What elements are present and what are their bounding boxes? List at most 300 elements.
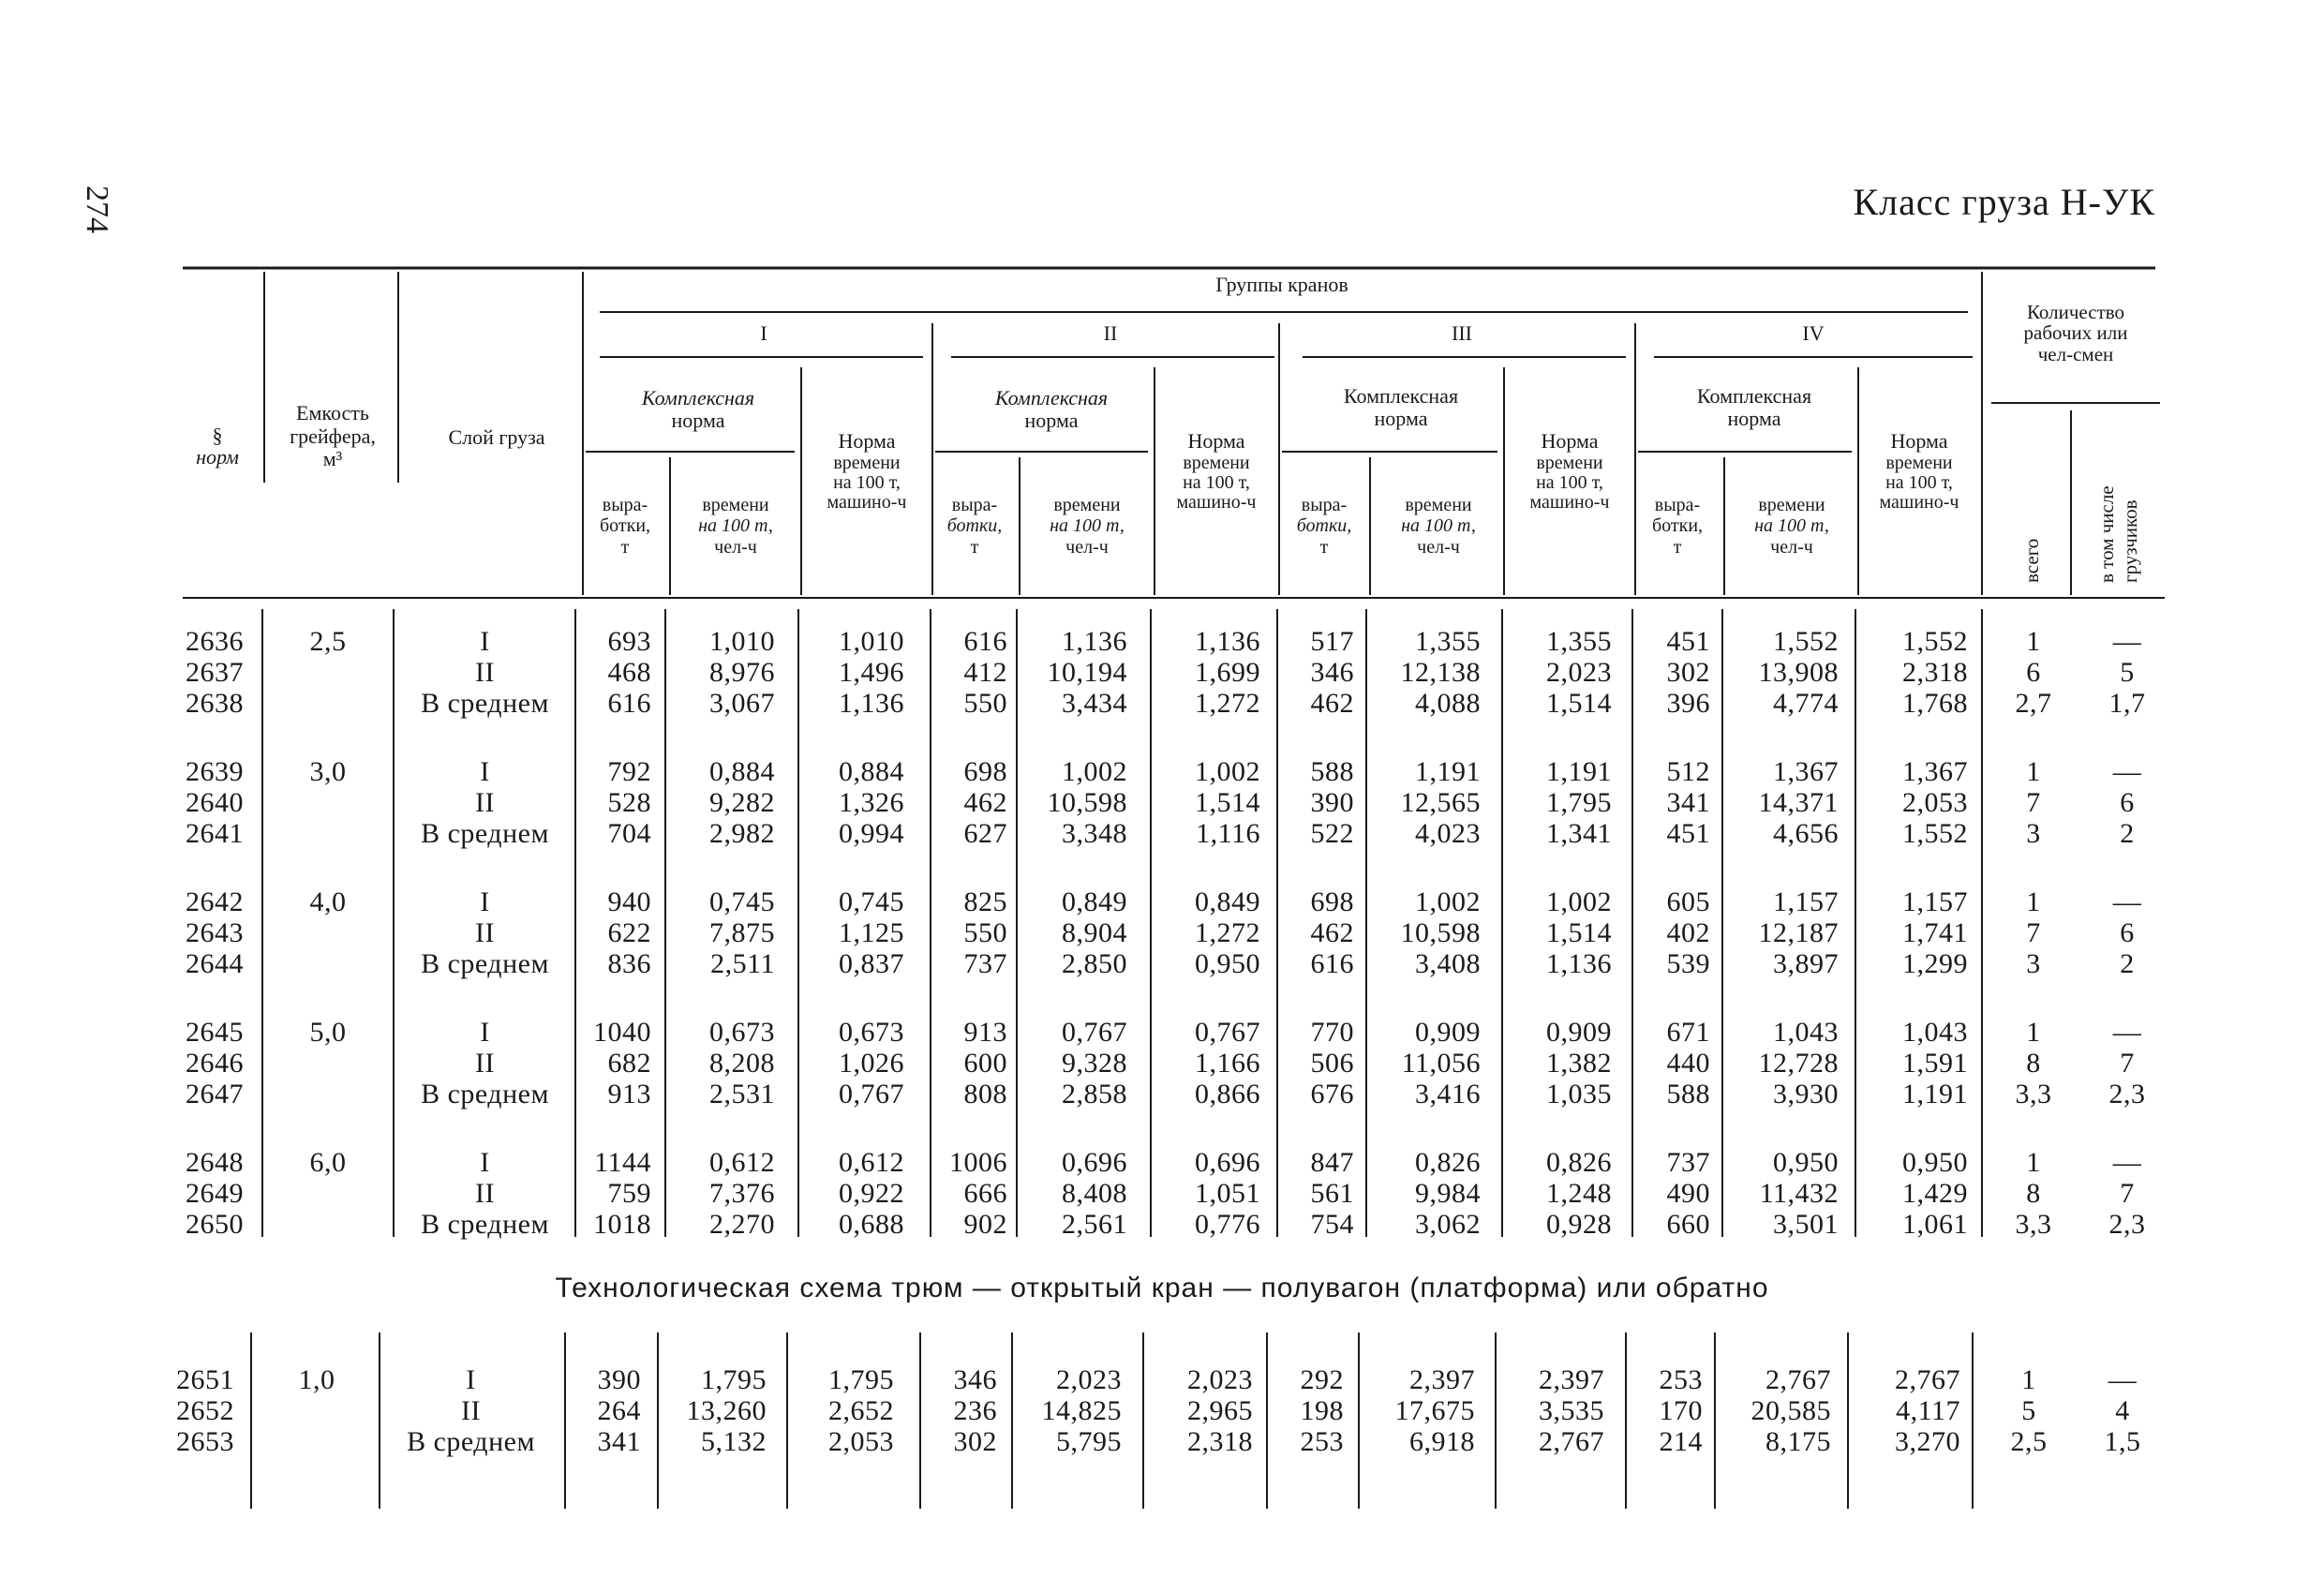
- machine-time-value: 1,043: [1902, 1017, 1968, 1048]
- output-value: 253: [1659, 1364, 1703, 1395]
- time-norm-iii-1: Норма: [1541, 429, 1599, 453]
- output-value: 698: [1310, 886, 1354, 917]
- time-norm-ii-3: на 100 т,: [1183, 472, 1250, 493]
- time-norm-iii-3: на 100 т,: [1536, 472, 1603, 493]
- machine-time-value: 3,270: [1895, 1426, 1960, 1457]
- workers-total: 2,5: [2010, 1426, 2048, 1457]
- output-value: 462: [963, 787, 1007, 818]
- output-value: 468: [607, 657, 651, 688]
- machine-time-value: 1,191: [1902, 1079, 1968, 1109]
- machine-time-value: 0,776: [1195, 1209, 1260, 1240]
- norm-number: 2647: [186, 1079, 244, 1109]
- workers-loaders: 2,3: [2108, 1079, 2146, 1109]
- cargo-layer: I: [480, 626, 490, 657]
- output-value: 528: [607, 787, 651, 818]
- time-value: 8,976: [709, 657, 775, 688]
- workers-total: 1: [2021, 1364, 2036, 1395]
- norm-number: 2644: [186, 948, 244, 979]
- time-value: 20,585: [1750, 1395, 1831, 1426]
- machine-time-value: 1,002: [1546, 886, 1612, 917]
- time-value: 1,552: [1773, 626, 1839, 657]
- output-ii-3: т: [970, 537, 979, 558]
- machine-time-value: 1,429: [1902, 1178, 1968, 1209]
- time-iv-2: на 100 т,: [1754, 515, 1829, 536]
- workers-2: рабочих или: [2023, 321, 2128, 344]
- time-value: 4,088: [1415, 688, 1481, 719]
- workers-total: 6: [2026, 657, 2041, 688]
- output-value: 600: [963, 1048, 1007, 1079]
- machine-time-value: 1,299: [1902, 948, 1968, 979]
- time-value: 0,909: [1415, 1017, 1481, 1048]
- time-value: 2,767: [1765, 1364, 1831, 1395]
- workers-loaders: 6: [2120, 787, 2135, 818]
- workers-total: 3: [2026, 948, 2041, 979]
- time-value: 2,397: [1409, 1364, 1475, 1395]
- output-value: 341: [1666, 787, 1710, 818]
- time-value: 13,260: [686, 1395, 767, 1426]
- output-value: 346: [953, 1364, 997, 1395]
- machine-time-value: 1,552: [1902, 818, 1968, 849]
- time-value: 1,002: [1415, 886, 1481, 917]
- output-value: 1018: [593, 1209, 651, 1240]
- output-iii-1: выра-: [1301, 495, 1348, 515]
- cargo-layer: II: [475, 1048, 495, 1079]
- output-value: 902: [963, 1209, 1007, 1240]
- output-value: 588: [1310, 756, 1354, 787]
- output-value: 512: [1666, 756, 1710, 787]
- machine-time-value: 1,795: [828, 1364, 894, 1395]
- grab-capacity: 1,0: [298, 1364, 335, 1395]
- workers-loaders: 7: [2120, 1178, 2135, 1209]
- output-iii-2: ботки,: [1296, 515, 1352, 536]
- machine-time-value: 0,745: [839, 886, 904, 917]
- norm-number: 2642: [186, 886, 244, 917]
- workers-total: 3: [2026, 818, 2041, 849]
- time-value: 2,531: [709, 1079, 775, 1109]
- machine-time-value: 1,272: [1195, 688, 1260, 719]
- output-value: 588: [1666, 1079, 1710, 1109]
- time-value: 7,376: [709, 1178, 775, 1209]
- workers-loaders: —: [2112, 1147, 2142, 1178]
- machine-time-value: 1,382: [1546, 1048, 1612, 1079]
- machine-time-value: 1,248: [1546, 1178, 1612, 1209]
- complex-norm-ii-1: Комплексная: [994, 386, 1109, 409]
- complex-norm-ii-2: норма: [1024, 409, 1079, 432]
- output-value: 1040: [593, 1017, 651, 1048]
- output-value: 836: [607, 948, 651, 979]
- time-value: 4,774: [1773, 688, 1839, 719]
- norm-number: 2639: [186, 756, 244, 787]
- output-iv-3: т: [1673, 537, 1682, 558]
- machine-time-value: 1,496: [839, 657, 904, 688]
- cargo-layer: II: [475, 917, 495, 948]
- output-value: 462: [1310, 917, 1354, 948]
- time-iii-1: времени: [1405, 495, 1472, 515]
- time-value: 1,795: [701, 1364, 767, 1395]
- time-value: 9,328: [1062, 1048, 1127, 1079]
- output-value: 770: [1310, 1017, 1354, 1048]
- time-iv-1: времени: [1758, 495, 1825, 515]
- output-value: 341: [597, 1426, 641, 1457]
- cargo-layer: II: [475, 1178, 495, 1209]
- workers-loaders: 2: [2120, 818, 2135, 849]
- norm-number: 2643: [186, 917, 244, 948]
- header-capacity-2: грейфера,: [290, 424, 376, 448]
- workers-loaders: —: [2112, 756, 2142, 787]
- norm-number: 2653: [176, 1426, 234, 1457]
- machine-time-value: 1,166: [1195, 1048, 1260, 1079]
- machine-time-value: 1,061: [1902, 1209, 1968, 1240]
- cargo-layer: I: [466, 1364, 476, 1395]
- header-incl-1: в том числе: [2095, 485, 2118, 583]
- cargo-layer: I: [480, 756, 490, 787]
- cargo-layer: В среднем: [421, 1209, 549, 1240]
- output-value: 236: [953, 1395, 997, 1426]
- complex-norm-iii-1: Комплексная: [1343, 384, 1459, 408]
- time-norm-iii-4: машино-ч: [1529, 492, 1610, 513]
- header-group-iv: IV: [1802, 321, 1825, 345]
- output-value: 561: [1310, 1178, 1354, 1209]
- time-norm-ii-4: машино-ч: [1176, 492, 1257, 513]
- time-value: 2,270: [709, 1209, 775, 1240]
- cargo-layer: В среднем: [421, 948, 549, 979]
- time-value: 0,950: [1773, 1147, 1839, 1178]
- machine-time-value: 4,117: [1896, 1395, 1960, 1426]
- machine-time-value: 2,397: [1539, 1364, 1604, 1395]
- time-value: 1,002: [1062, 756, 1127, 787]
- output-value: 825: [963, 886, 1007, 917]
- output-value: 1144: [594, 1147, 651, 1178]
- norm-number: 2638: [186, 688, 244, 719]
- time-value: 11,432: [1759, 1178, 1839, 1209]
- time-ii-1: времени: [1053, 495, 1121, 515]
- machine-time-value: 1,514: [1546, 688, 1612, 719]
- norm-number: 2641: [186, 818, 244, 849]
- time-value: 2,850: [1062, 948, 1127, 979]
- workers-1: Количество: [2026, 301, 2125, 323]
- output-value: 940: [607, 886, 651, 917]
- machine-time-value: 1,591: [1902, 1048, 1968, 1079]
- complex-norm-iii-2: норма: [1374, 407, 1428, 430]
- time-value: 13,908: [1758, 657, 1839, 688]
- output-value: 198: [1300, 1395, 1344, 1426]
- time-value: 3,930: [1773, 1079, 1839, 1109]
- cargo-layer: В среднем: [421, 818, 549, 849]
- output-value: 792: [607, 756, 651, 787]
- time-value: 8,904: [1062, 917, 1127, 948]
- workers-loaders: 7: [2120, 1048, 2135, 1079]
- time-value: 5,795: [1056, 1426, 1122, 1457]
- workers-total: 1: [2026, 1017, 2041, 1048]
- output-value: 517: [1310, 626, 1354, 657]
- machine-time-value: 1,795: [1546, 787, 1612, 818]
- output-value: 462: [1310, 688, 1354, 719]
- output-value: 302: [1666, 657, 1710, 688]
- machine-time-value: 1,116: [1196, 818, 1260, 849]
- cargo-layer: II: [475, 657, 495, 688]
- workers-loaders: 1,5: [2104, 1426, 2141, 1457]
- machine-time-value: 0,826: [1546, 1147, 1612, 1178]
- machine-time-value: 0,696: [1195, 1147, 1260, 1178]
- machine-time-value: 1,741: [1902, 917, 1968, 948]
- machine-time-value: 2,767: [1895, 1364, 1960, 1395]
- output-value: 490: [1666, 1178, 1710, 1209]
- machine-time-value: 0,994: [839, 818, 904, 849]
- output-value: 698: [963, 756, 1007, 787]
- time-iii-3: чел-ч: [1417, 537, 1460, 558]
- complex-norm-iv-1: Комплексная: [1696, 384, 1812, 408]
- cargo-layer: В среднем: [421, 1079, 549, 1109]
- workers-total: 1: [2026, 886, 2041, 917]
- cargo-layer: I: [480, 1147, 490, 1178]
- machine-time-value: 1,514: [1195, 787, 1260, 818]
- time-value: 2,561: [1062, 1209, 1127, 1240]
- machine-time-value: 0,612: [839, 1147, 904, 1178]
- time-value: 9,984: [1415, 1178, 1481, 1209]
- workers-loaders: 5: [2120, 657, 2135, 688]
- header-incl-2: грузчиков: [2119, 499, 2141, 583]
- output-value: 292: [1300, 1364, 1344, 1395]
- header-layer: Слой груза: [448, 425, 545, 449]
- cargo-class-title: Класс груза Н-УК: [1853, 181, 2155, 223]
- time-value: 5,132: [701, 1426, 767, 1457]
- output-iv-2: ботки,: [1651, 515, 1704, 536]
- time-value: 3,348: [1062, 818, 1127, 849]
- output-value: 451: [1666, 626, 1710, 657]
- grab-capacity: 6,0: [309, 1147, 347, 1178]
- complex-norm-i-2: норма: [671, 409, 725, 432]
- time-value: 10,598: [1047, 787, 1127, 818]
- time-value: 14,825: [1041, 1395, 1122, 1426]
- output-value: 412: [963, 657, 1007, 688]
- output-value: 539: [1666, 948, 1710, 979]
- machine-time-value: 0,866: [1195, 1079, 1260, 1109]
- machine-time-value: 1,355: [1546, 626, 1612, 657]
- output-i-2: ботки,: [599, 515, 651, 536]
- time-value: 2,023: [1056, 1364, 1122, 1395]
- time-value: 1,191: [1415, 756, 1481, 787]
- machine-time-value: 1,699: [1195, 657, 1260, 688]
- output-i-1: выра-: [602, 495, 648, 515]
- workers-loaders: 1,7: [2108, 688, 2146, 719]
- output-value: 302: [953, 1426, 997, 1457]
- output-value: 754: [1310, 1209, 1354, 1240]
- header-capacity-1: Емкость: [296, 401, 369, 424]
- time-value: 8,175: [1765, 1426, 1831, 1457]
- grab-capacity: 3,0: [309, 756, 347, 787]
- time-value: 8,208: [709, 1048, 775, 1079]
- machine-time-value: 1,035: [1546, 1079, 1612, 1109]
- workers-loaders: —: [2112, 1017, 2142, 1048]
- machine-time-value: 2,965: [1187, 1395, 1253, 1426]
- output-value: 253: [1300, 1426, 1344, 1457]
- machine-time-value: 3,535: [1539, 1395, 1604, 1426]
- output-value: 682: [607, 1048, 651, 1079]
- norm-number: 2649: [186, 1178, 244, 1209]
- machine-time-value: 1,125: [839, 917, 904, 948]
- machine-time-value: 2,023: [1546, 657, 1612, 688]
- time-norm-iv-3: на 100 т,: [1885, 472, 1953, 493]
- time-value: 12,565: [1400, 787, 1481, 818]
- cargo-layer: I: [480, 886, 490, 917]
- machine-time-value: 1,026: [839, 1048, 904, 1079]
- time-value: 2,858: [1062, 1079, 1127, 1109]
- header-norm-symbol: §: [212, 424, 223, 447]
- time-value: 9,282: [709, 787, 775, 818]
- workers-loaders: 6: [2120, 917, 2135, 948]
- header-crane-groups: Группы кранов: [1215, 273, 1348, 296]
- complex-norm-i-1: Комплексная: [641, 386, 755, 409]
- header-capacity-3: м³: [322, 447, 343, 470]
- output-value: 550: [963, 917, 1007, 948]
- output-value: 550: [963, 688, 1007, 719]
- machine-time-value: 1,191: [1546, 756, 1612, 787]
- output-ii-2: ботки,: [946, 515, 1003, 536]
- time-value: 12,187: [1758, 917, 1839, 948]
- time-norm-iv-1: Норма: [1890, 429, 1948, 453]
- time-iii-2: на 100 т,: [1401, 515, 1476, 536]
- machine-time-value: 2,318: [1902, 657, 1968, 688]
- machine-time-value: 1,552: [1902, 626, 1968, 657]
- time-i-3: чел-ч: [714, 537, 757, 558]
- output-value: 1006: [949, 1147, 1007, 1178]
- norm-number: 2650: [186, 1209, 244, 1240]
- workers-total: 3,3: [2015, 1079, 2052, 1109]
- workers-loaders: 2: [2120, 948, 2135, 979]
- time-value: 3,408: [1415, 948, 1481, 979]
- output-value: 522: [1310, 818, 1354, 849]
- output-value: 390: [597, 1364, 641, 1395]
- time-value: 0,696: [1062, 1147, 1127, 1178]
- time-value: 1,157: [1773, 886, 1839, 917]
- output-value: 693: [607, 626, 651, 657]
- machine-time-value: 0,849: [1195, 886, 1260, 917]
- time-value: 1,010: [709, 626, 775, 657]
- grab-capacity: 2,5: [309, 626, 347, 657]
- norm-number: 2637: [186, 657, 244, 688]
- output-i-3: т: [620, 537, 630, 558]
- machine-time-value: 0,950: [1195, 948, 1260, 979]
- machine-time-value: 2,652: [828, 1395, 894, 1426]
- time-value: 0,673: [709, 1017, 775, 1048]
- machine-time-value: 0,884: [839, 756, 904, 787]
- workers-total: 3,3: [2015, 1209, 2052, 1240]
- output-value: 808: [963, 1079, 1007, 1109]
- workers-loaders: —: [2112, 626, 2142, 657]
- header-total: всего: [2020, 538, 2043, 583]
- header-norm: норм: [196, 445, 239, 469]
- machine-time-value: 1,157: [1902, 886, 1968, 917]
- time-value: 8,408: [1062, 1178, 1127, 1209]
- output-value: 666: [963, 1178, 1007, 1209]
- time-value: 7,875: [709, 917, 775, 948]
- output-value: 214: [1659, 1426, 1703, 1457]
- time-value: 17,675: [1394, 1395, 1475, 1426]
- machine-time-value: 1,367: [1902, 756, 1968, 787]
- time-value: 3,897: [1773, 948, 1839, 979]
- time-value: 1,355: [1415, 626, 1481, 657]
- output-value: 451: [1666, 818, 1710, 849]
- output-value: 264: [597, 1395, 641, 1426]
- output-value: 913: [607, 1079, 651, 1109]
- header-group-i: I: [760, 321, 767, 345]
- norm-number: 2636: [186, 626, 244, 657]
- scheme-title: Технологическая схема трюм — открытый кран — полувагон (платформа) или обратно: [555, 1273, 1769, 1303]
- workers-total: 7: [2026, 917, 2041, 948]
- workers-total: 2,7: [2015, 688, 2052, 719]
- machine-time-value: 0,767: [839, 1079, 904, 1109]
- time-value: 3,062: [1415, 1209, 1481, 1240]
- header-group-iii: III: [1452, 321, 1472, 345]
- machine-time-value: 1,272: [1195, 917, 1260, 948]
- machine-time-value: 2,023: [1187, 1364, 1253, 1395]
- output-iii-3: т: [1319, 537, 1329, 558]
- machine-time-value: 1,136: [1546, 948, 1612, 979]
- time-norm-i-4: машино-ч: [827, 492, 907, 513]
- output-value: 440: [1666, 1048, 1710, 1079]
- time-value: 0,849: [1062, 886, 1127, 917]
- machine-time-value: 0,950: [1902, 1147, 1968, 1178]
- machine-time-value: 1,002: [1195, 756, 1260, 787]
- time-value: 0,767: [1062, 1017, 1127, 1048]
- time-norm-i-1: Норма: [838, 429, 896, 453]
- workers-total: 1: [2026, 1147, 2041, 1178]
- time-norm-iii-2: времени: [1536, 453, 1603, 473]
- cargo-layer: II: [461, 1395, 481, 1426]
- cargo-layer: В среднем: [421, 688, 549, 719]
- machine-time-value: 0,922: [839, 1178, 904, 1209]
- grab-capacity: 4,0: [309, 886, 347, 917]
- output-value: 346: [1310, 657, 1354, 688]
- time-norm-i-2: времени: [833, 453, 901, 473]
- output-value: 671: [1666, 1017, 1710, 1048]
- time-value: 4,656: [1773, 818, 1839, 849]
- time-norm-iv-2: времени: [1885, 453, 1953, 473]
- norm-number: 2640: [186, 787, 244, 818]
- output-value: 913: [963, 1017, 1007, 1048]
- norm-number: 2651: [176, 1364, 234, 1395]
- time-value: 14,371: [1758, 787, 1839, 818]
- time-value: 1,136: [1062, 626, 1127, 657]
- time-norm-ii-1: Норма: [1187, 429, 1245, 453]
- time-value: 11,056: [1401, 1048, 1481, 1079]
- machine-time-value: 1,768: [1902, 688, 1968, 719]
- grab-capacity: 5,0: [309, 1017, 347, 1048]
- cargo-layer: В среднем: [407, 1426, 535, 1457]
- workers-loaders: —: [2108, 1364, 2138, 1395]
- output-value: 660: [1666, 1209, 1710, 1240]
- time-value: 3,067: [709, 688, 775, 719]
- complex-norm-iv-2: норма: [1727, 407, 1781, 430]
- norm-number: 2648: [186, 1147, 244, 1178]
- output-value: 616: [1310, 948, 1354, 979]
- time-value: 2,511: [710, 948, 775, 979]
- time-value: 4,023: [1415, 818, 1481, 849]
- workers-loaders: 2,3: [2108, 1209, 2146, 1240]
- time-value: 12,728: [1758, 1048, 1839, 1079]
- output-value: 396: [1666, 688, 1710, 719]
- norm-number: 2646: [186, 1048, 244, 1079]
- output-value: 737: [963, 948, 1007, 979]
- machine-time-value: 1,136: [839, 688, 904, 719]
- page-number: 274: [80, 186, 114, 233]
- time-value: 0,826: [1415, 1147, 1481, 1178]
- time-norm-ii-2: времени: [1183, 453, 1250, 473]
- time-value: 0,884: [709, 756, 775, 787]
- machine-time-value: 0,837: [839, 948, 904, 979]
- output-value: 616: [607, 688, 651, 719]
- output-value: 759: [607, 1178, 651, 1209]
